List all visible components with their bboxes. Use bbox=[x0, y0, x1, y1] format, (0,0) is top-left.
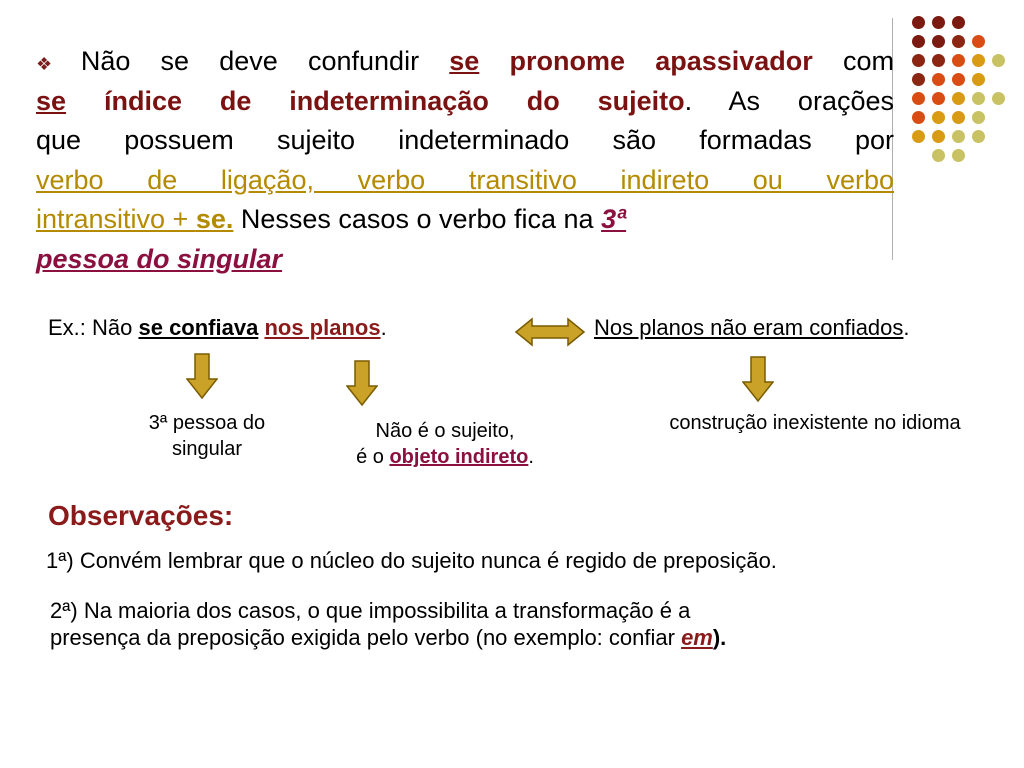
example-sentence: Ex.: Não se confiava nos planos. bbox=[48, 315, 387, 340]
dot bbox=[992, 54, 1005, 67]
pessoa-singular: pessoa do singular bbox=[36, 243, 283, 274]
dot bbox=[912, 73, 925, 86]
main-paragraph bbox=[36, 42, 894, 279]
dot bbox=[952, 35, 965, 48]
dot bbox=[972, 54, 985, 67]
caption-objeto-indireto: Não é o sujeito, é o objeto indireto. bbox=[356, 420, 534, 468]
caption-terceira-pessoa: 3ª pessoa do singular bbox=[148, 412, 266, 460]
paragraph-line-6 bbox=[36, 240, 894, 280]
dot bbox=[932, 16, 945, 29]
diamond-bullet-icon: ❖ bbox=[36, 54, 75, 74]
dot bbox=[972, 130, 985, 143]
dot bbox=[952, 111, 965, 124]
dot bbox=[912, 92, 925, 105]
down-arrow-icon bbox=[346, 360, 378, 406]
dot bbox=[932, 35, 945, 48]
dot bbox=[912, 54, 925, 67]
dot bbox=[972, 111, 985, 124]
pronome-apassivador: pronome apassivador bbox=[509, 46, 813, 76]
preposicao-em: em bbox=[681, 625, 713, 650]
paragraph-line-3: que possuem sujeito indeterminado são formadas por bbox=[36, 125, 894, 155]
dot bbox=[912, 35, 925, 48]
caption-construcao: construção inexistente no idioma bbox=[669, 412, 961, 434]
dot bbox=[952, 54, 965, 67]
paragraph-line-4 bbox=[36, 161, 894, 201]
nos-planos: nos planos bbox=[264, 315, 381, 340]
observation-2: 2ª) Na maioria dos casos, o que impossibilita a transformação é a presença da preposição exigida pelo verbo (no exemplo: confiar em). bbox=[50, 598, 727, 650]
indice-indeterminacao: índice de indeterminação do sujeito bbox=[103, 85, 685, 116]
dot bbox=[972, 35, 985, 48]
dot bbox=[912, 111, 925, 124]
down-arrow-icon bbox=[742, 356, 774, 402]
objeto-indireto: objeto indireto bbox=[389, 446, 529, 468]
dot bbox=[992, 92, 1005, 105]
verb-types: verbo de ligação, verbo transitivo indireto ou verbo bbox=[36, 164, 894, 195]
paragraph-line-2: se índice de indeterminação do sujeito. As orações bbox=[36, 85, 894, 116]
dot bbox=[972, 92, 985, 105]
observation-1: 1ª) Convém lembrar que o núcleo do sujeito nunca é regido de preposição. bbox=[46, 548, 777, 573]
dot bbox=[912, 130, 925, 143]
observacoes-title: Observações: bbox=[48, 500, 234, 531]
dot bbox=[952, 149, 965, 162]
dot bbox=[932, 149, 945, 162]
dot bbox=[952, 130, 965, 143]
dot bbox=[952, 92, 965, 105]
dot bbox=[932, 92, 945, 105]
terceira-pessoa: 3ª bbox=[601, 204, 627, 234]
double-arrow-icon bbox=[514, 316, 586, 348]
dot bbox=[932, 111, 945, 124]
passive-example: Nos planos não eram confiados. bbox=[594, 315, 910, 340]
se-confiava: se confiava bbox=[138, 315, 259, 340]
se-highlight: se bbox=[449, 46, 480, 76]
dot bbox=[932, 130, 945, 143]
se-highlight: se bbox=[36, 85, 67, 116]
paragraph-line-1: ❖ Não se deve confundir se pronome apassivador com bbox=[36, 46, 894, 76]
dot bbox=[952, 16, 965, 29]
dot bbox=[932, 73, 945, 86]
decorative-dot-grid bbox=[910, 14, 1020, 164]
paragraph-line-5: intransitivo + se. Nesses casos o verbo fica na 3ª bbox=[36, 204, 627, 234]
dot bbox=[952, 73, 965, 86]
dot bbox=[912, 16, 925, 29]
dot bbox=[932, 54, 945, 67]
dot bbox=[972, 73, 985, 86]
down-arrow-icon bbox=[186, 353, 218, 399]
se-gold: se. bbox=[195, 204, 234, 234]
